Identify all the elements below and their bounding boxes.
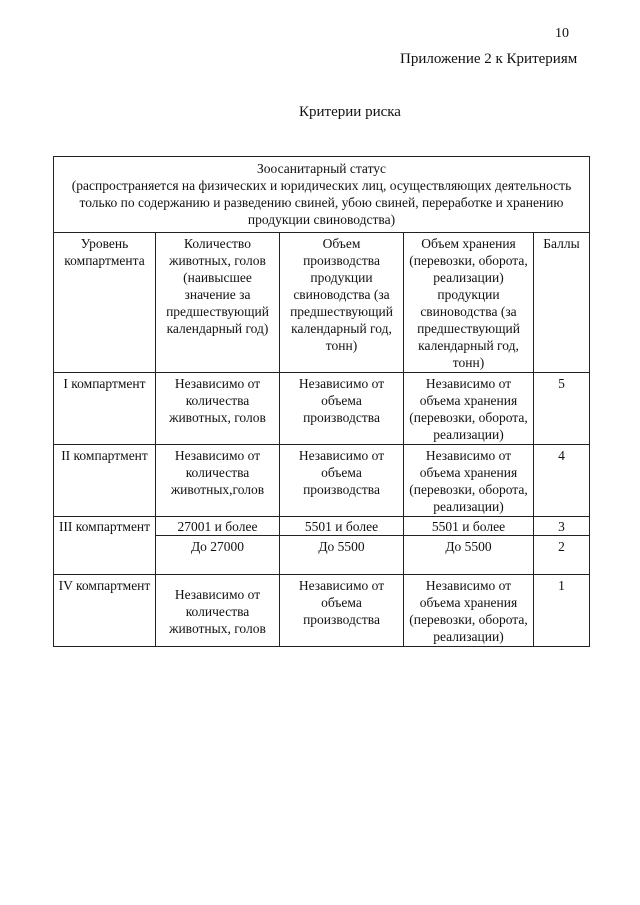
level-cell: I компартмент	[54, 373, 156, 445]
animals-cell: Независимо от количества животных,голов	[156, 445, 280, 517]
risk-criteria-table-container	[53, 156, 589, 647]
storage-cell: Независимо от объема хранения (перевозки, оборота, реализации)	[404, 373, 534, 445]
score-cell: 2	[534, 536, 590, 575]
production-cell: Независимо от объема производства	[280, 373, 404, 445]
status-cell	[54, 157, 590, 233]
page-number: 10	[555, 26, 569, 41]
score-cell: 5	[534, 373, 590, 445]
animals-cell: Независимо от количества животных, голов	[156, 575, 280, 647]
score-cell: 4	[534, 445, 590, 517]
table-row-compartment-4	[54, 575, 590, 647]
status-description: (распространяется на физических и юридических лиц, осуществляющих деятельность только по содержанию и разведению свиней, убою свиней, переработке и хранению продукции свиноводства)	[71, 178, 572, 227]
production-cell: Независимо от объема производства	[280, 575, 404, 647]
storage-cell: 5501 и более	[404, 517, 534, 536]
status-title: Зоосанитарный статус	[256, 161, 387, 176]
production-cell: 5501 и более	[280, 517, 404, 536]
appendix-label: Приложение 2 к Критериям	[400, 51, 578, 67]
table-row-compartment-1	[54, 373, 590, 445]
storage-cell: До 5500	[404, 536, 534, 575]
level-cell: IV компартмент	[54, 575, 156, 647]
animals-cell: Независимо от количества животных, голов	[156, 373, 280, 445]
storage-cell: Независимо от объема хранения (перевозки, оборота, реализации)	[404, 445, 534, 517]
level-cell: II компартмент	[54, 445, 156, 517]
header-storage: Объем хранения (перевозки, оборота, реализации) продукции свиноводства (за предшествующий календарный год, тонн)	[404, 233, 534, 373]
table-row-compartment-3a	[54, 517, 590, 536]
header-animals: Количество животных, голов (наивысшее значение за предшествующий календарный год)	[156, 233, 280, 373]
table-row-compartment-2	[54, 445, 590, 517]
score-cell: 3	[534, 517, 590, 536]
production-cell: До 5500	[280, 536, 404, 575]
storage-cell: Независимо от объема хранения (перевозки, оборота, реализации)	[404, 575, 534, 647]
status-row	[54, 157, 590, 233]
header-score: Баллы	[534, 233, 590, 373]
header-production: Объем производства продукции свиноводства (за предшествующий календарный год, тонн)	[280, 233, 404, 373]
score-cell: 1	[534, 575, 590, 647]
risk-criteria-table	[53, 156, 590, 647]
level-cell: III компартмент	[54, 517, 156, 575]
animals-cell: До 27000	[156, 536, 280, 575]
production-cell: Независимо от объема производства	[280, 445, 404, 517]
header-row	[54, 233, 590, 373]
header-level: Уровень компартмента	[54, 233, 156, 373]
document-title: Критерии риска	[299, 104, 401, 120]
animals-cell: 27001 и более	[156, 517, 280, 536]
